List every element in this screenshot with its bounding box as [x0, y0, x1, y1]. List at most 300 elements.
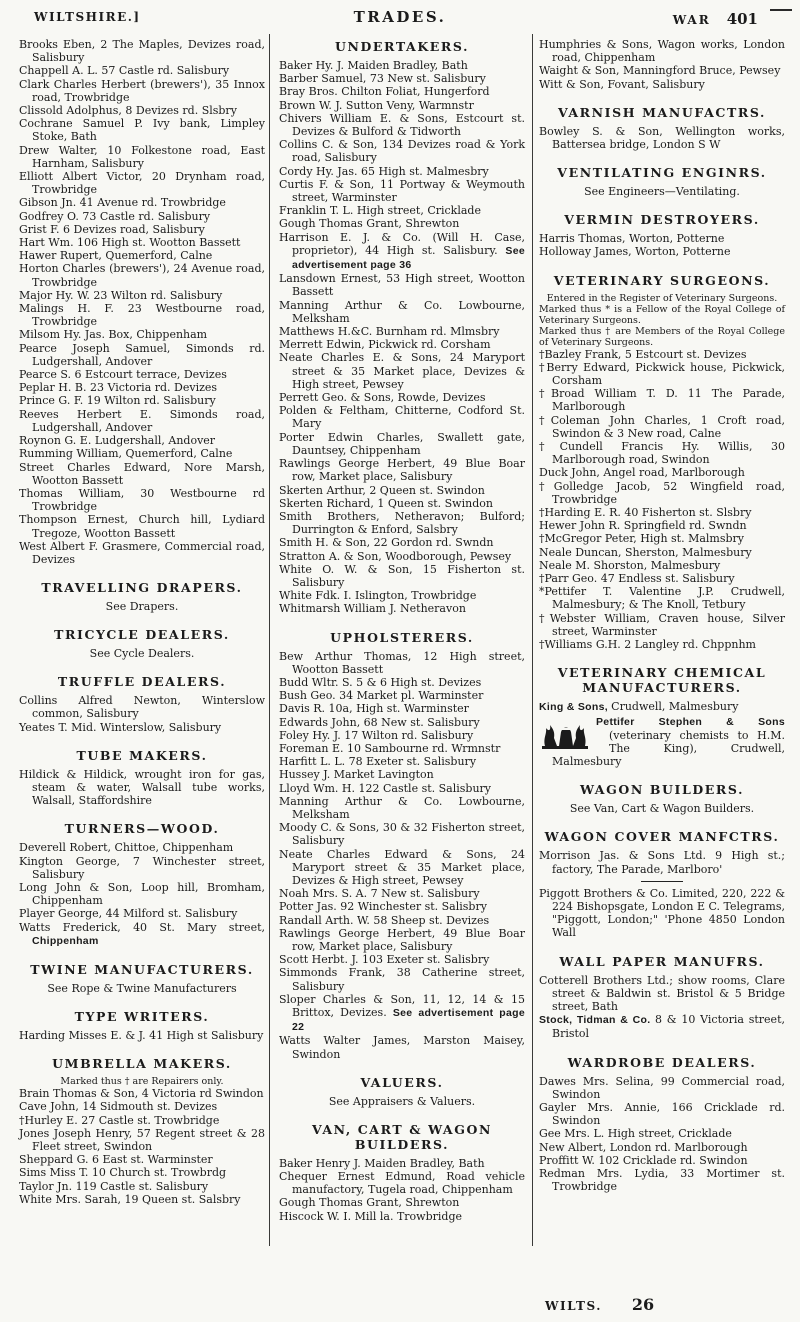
entry-text: Hiscock W. I. Mill la. Trowbridge [279, 1209, 463, 1223]
section-heading: TURNERS—WOOD. [64, 821, 220, 837]
directory-entry [539, 887, 785, 940]
entry-text: Hildick & Hildick, wrought iron for gas, steam & water, Walsall tube works, Walsall, Staffordshire [19, 767, 265, 808]
directory-entry [19, 768, 265, 808]
see-reference: See Rope & Twine Manufacturers [47, 981, 237, 995]
directory-entry [279, 821, 525, 847]
entry-text: Yeates T. Mid. Winterslow, Salisbury [19, 720, 222, 734]
directory-entry [19, 249, 265, 262]
directory-entry [19, 236, 265, 249]
directory-entry [19, 1114, 265, 1127]
page-header-county: WILTSHIRE.] [34, 10, 141, 24]
directory-entry [279, 497, 525, 510]
entry-text: Franklin T. L. High street, Cricklade [279, 204, 481, 218]
directory-entry [19, 117, 265, 143]
directory-entry [279, 927, 525, 953]
entry-text: Brooks Eben, 2 The Maples, Devizes road, Salisbury [19, 38, 265, 65]
directory-entry [19, 540, 265, 566]
entry-text: Harrison E. J. & Co. (Will H. Case, proprietor), 44 High st. Salisbury. [279, 230, 525, 257]
entry-text: Gough Thomas Grant, Shrewton [279, 1196, 460, 1210]
directory-entry [19, 368, 265, 381]
directory-entry [539, 1141, 785, 1154]
section-note: Marked thus † are Members of the Royal College of Veterinary Surgeons. [539, 325, 785, 348]
see-reference: See Van, Cart & Wagon Builders. [569, 802, 755, 816]
section-heading: VENTILATING ENGINRS. [557, 165, 767, 181]
entry-text: Brown W. J. Sutton Veny, Warmnstr [279, 98, 474, 112]
directory-entry [19, 694, 265, 720]
directory-entry [539, 348, 785, 361]
entry-text: Bush Geo. 34 Market pl. Warminster [279, 689, 484, 703]
section-heading: TRAVELLING DRAPERS. [41, 580, 243, 596]
directory-entry [279, 99, 525, 112]
entry-text: Prince G. F. 19 Wilton rd. Salisbury [19, 394, 216, 408]
entry-text: Player George, 44 Milford st. Salisbury [19, 907, 238, 921]
entry-bold-text: King & Sons, [539, 701, 612, 714]
directory-entry [539, 715, 785, 769]
section-heading: VALUERS. [360, 1074, 444, 1090]
entry-text: Hart Wm. 106 High st. Wootton Bassett [19, 236, 241, 250]
directory-entry [279, 602, 525, 615]
directory-entry [279, 782, 525, 795]
entry-text: Potter Jas. 92 Winchester st. Salisbry [279, 900, 487, 914]
entry-text: Gayler Mrs. Annie, 166 Cricklade rd. Swindon [539, 1100, 785, 1128]
directory-entry [539, 546, 785, 559]
entry-text: Harding Misses E. & J. 41 High st Salisbury [19, 1028, 264, 1042]
section-heading: VARNISH MANUFACTRS. [558, 104, 766, 120]
directory-entry [19, 342, 265, 368]
directory-entry [279, 1196, 525, 1209]
directory-entry [539, 572, 785, 585]
directory-entry [279, 391, 525, 404]
directory-entry [539, 849, 785, 875]
entry-text: Curtis F. & Son, 11 Portway & Weymouth street, Warminster [279, 177, 525, 205]
directory-entry [279, 457, 525, 483]
entry-text: Sims Miss T. 10 Church st. Trowbrdg [19, 1166, 227, 1180]
directory-entry [19, 447, 265, 460]
section-heading: WAGON COVER MANFCTRS. [544, 829, 780, 845]
directory-entry [279, 1210, 525, 1223]
entry-bold-text: Stock, Tidman & Co. [539, 1014, 655, 1027]
directory-entry [19, 328, 265, 341]
entry-text: Skerten Richard, 1 Queen st. Swindon [279, 496, 493, 510]
entry-text: Collins C. & Son, 134 Devizes road & York road, Salisbury [279, 138, 525, 165]
section-heading: TRUFFLE DEALERS. [57, 674, 227, 690]
entry-text: Roynon G. E. Ludgershall, Andover [19, 434, 216, 448]
directory-entry [19, 721, 265, 734]
directory-entry [279, 1170, 525, 1196]
entry-text: Collins Alfred Newton, Winterslow common, Salisbury [19, 694, 265, 721]
entry-text: Morrison Jas. & Sons Ltd. 9 High st.; factory, The Parade, Marlboro' [539, 849, 785, 876]
entry-text: Witt & Son, Fovant, Salisbury [539, 77, 705, 91]
directory-entry [279, 178, 525, 204]
entry-text: †Williams G.H. 2 Langley rd. Chppnhm [539, 638, 756, 652]
directory-entry [279, 689, 525, 702]
section-heading: WAGON BUILDERS. [579, 782, 745, 798]
directory-entry [279, 887, 525, 900]
section-note: Marked thus † are Repairers only. [60, 1076, 224, 1088]
directory-entry [539, 612, 785, 638]
entry-text: Gee Mrs. L. High street, Cricklade [539, 1127, 732, 1141]
directory-entry [279, 112, 525, 138]
entry-text: Cordy Hy. Jas. 65 High st. Malmesbry [279, 164, 489, 178]
directory-entry [279, 204, 525, 217]
entry-text: Waight & Son, Manningford Bruce, Pewsey [539, 64, 781, 78]
entry-text: †Berry Edward, Pickwick house, Pickwick, Corsham [539, 360, 785, 388]
entry-text: Chequer Ernest Edmund, Road vehicle manufactory, Tugela road, Chippenham [279, 1170, 525, 1197]
directory-entry [539, 974, 785, 1014]
entry-text: Watts Frederick, 40 St. Mary street, [19, 920, 265, 934]
directory-entry [279, 404, 525, 430]
entry-text: Matthews H.&C. Burnham rd. Mlmsbry [279, 325, 500, 339]
section-note: Marked thus * is a Fellow of the Royal College of Veterinary Surgeons. [539, 303, 785, 326]
entry-text: Sloper Charles & Son, 11, 12, 14 & 15 Brittox, Devizes. [279, 992, 525, 1020]
entry-text: Gibson Jn. 41 Avenue rd. Trowbridge [19, 196, 226, 210]
entry-text: Porter Edwin Charles, Swallett gate, Dauntsey, Chippenham [279, 430, 525, 457]
directory-entry [539, 245, 785, 258]
directory-entry [279, 1157, 525, 1170]
directory-entry [539, 532, 785, 545]
entry-text: Crudwell, Malmesbury [611, 700, 739, 714]
entry-text: Hewer John R. Springfield rd. Swndn [539, 519, 747, 533]
directory-entry [539, 64, 785, 77]
directory-entry [279, 351, 525, 391]
section-heading: UNDERTAKERS. [334, 39, 470, 54]
directory-entry [279, 272, 525, 298]
entry-text: Bowley S. & Son, Wellington works, Battersea bridge, London S W [539, 124, 785, 152]
section-heading: UMBRELLA MAKERS. [52, 1056, 232, 1072]
entry-text: †Coleman John Charles, 1 Croft road, Swindon & 3 New road, Calne [539, 413, 785, 440]
directory-entry [19, 223, 265, 236]
directory-entry [19, 907, 265, 920]
entry-text: Rawlings George Herbert, 49 Blue Boar row, Market place, Salisbury [279, 926, 525, 953]
directory-entry [279, 589, 525, 602]
directory-entry [539, 1075, 785, 1101]
directory-entry [19, 78, 265, 104]
directory-entry [19, 408, 265, 434]
entry-divider [641, 881, 683, 882]
entry-text: (veterinary chemists to H.M. The King), Crudwell, Malmesbury [552, 728, 785, 769]
entry-text: Budd Wltr. S. 5 & 6 High st. Devizes [279, 675, 482, 689]
directory-entry [279, 338, 525, 351]
entry-text: Malings H. F. 23 Westbourne road, Trowbridge [19, 302, 265, 329]
entry-text: Polden & Feltham, Chitterne, Codford St. Mary [279, 404, 525, 431]
directory-entry [279, 1034, 525, 1060]
entry-text: Harfitt L. L. 78 Exeter st. Salisbury [279, 755, 477, 769]
directory-entry [19, 1087, 265, 1100]
entry-text: Jones Joseph Henry, 57 Regent street & 28 Fleet street, Swindon [19, 1126, 265, 1153]
entry-text: West Albert F. Grasmere, Commercial road, Devizes [19, 539, 265, 566]
entry-text: †Cundell Francis Hy. Willis, 30 Marlborough road, Swindon [539, 440, 785, 467]
entry-text: *Pettifer T. Valentine J.P. Crudwell, Malmesbury; & The Knoll, Tetbury [539, 585, 785, 612]
entry-text: Pearce S. 6 Estcourt terrace, Devizes [19, 368, 227, 382]
directory-entry [539, 440, 785, 466]
directory-entry [19, 38, 265, 64]
directory-entry [279, 72, 525, 85]
directory-entry [19, 1193, 265, 1206]
section-heading: TUBE MAKERS. [76, 747, 208, 763]
entry-text: Chappell A. L. 57 Castle rd. Salisbury [19, 64, 230, 78]
column-2 [272, 36, 532, 1296]
directory-entry [279, 755, 525, 768]
directory-entry [19, 881, 265, 907]
directory-entry [19, 461, 265, 487]
entry-text: Taylor Jn. 119 Castle st. Salisbury [19, 1179, 209, 1193]
entry-text: White Mrs. Sarah, 19 Queen st. Salsbry [19, 1192, 241, 1206]
entry-text: Thomas William, 30 Westbourne rd Trowbridge [19, 486, 265, 514]
entry-text: Harris Thomas, Worton, Potterne [539, 232, 725, 246]
entry-text: Randall Arth. W. 58 Sheep st. Devizes [279, 913, 490, 927]
directory-entry [279, 299, 525, 325]
directory-entry [279, 716, 525, 729]
directory-entry [279, 729, 525, 742]
section-heading: TYPE WRITERS. [74, 1008, 210, 1024]
entry-text: 8 & 10 Victoria street, Bristol [552, 1013, 785, 1041]
entry-text: Redman Mrs. Lydia, 33 Mortimer st. Trowbridge [539, 1166, 785, 1194]
entry-text: Simmonds Frank, 38 Catherine street, Salisbury [279, 966, 525, 993]
section-heading: VAN, CART & WAGON BUILDERS. [312, 1121, 492, 1152]
entry-text: †Harding E. R. 40 Fisherton st. Slsbry [539, 506, 752, 520]
directory-entry [279, 702, 525, 715]
entry-text: †Webster William, Craven house, Silver street, Warminster [539, 611, 785, 638]
directory-entry [539, 232, 785, 245]
page-header-folio [673, 10, 758, 28]
entry-text: Baker Hy. J. Maiden Bradley, Bath [279, 59, 468, 72]
section-heading: WARDROBE DEALERS. [567, 1054, 757, 1070]
section-heading: UPHOLSTERERS. [330, 629, 474, 645]
entry-text: Smith H. & Son, 22 Gordon rd. Swndn [279, 536, 494, 550]
entry-text: Holloway James, Worton, Potterne [539, 245, 731, 259]
directory-entry [19, 302, 265, 328]
directory-entry [279, 676, 525, 689]
directory-entry [539, 585, 785, 611]
directory-entry [19, 1180, 265, 1193]
entry-text: Bray Bros. Chilton Foliat, Hungerford [279, 85, 490, 99]
directory-entry [539, 480, 785, 506]
directory-entry [279, 536, 525, 549]
entry-text: Watts Walter James, Marston Maisey, Swindon [279, 1034, 525, 1061]
directory-entry [279, 484, 525, 497]
entry-text: Gough Thomas Grant, Shrewton [279, 217, 460, 231]
directory-entry [539, 387, 785, 413]
directory-entry [279, 563, 525, 589]
directory-entry [19, 104, 265, 117]
directory-entry [19, 487, 265, 513]
page-header-title: TRADES. [353, 8, 447, 26]
entry-text: Perrett Geo. & Sons, Rowde, Devizes [279, 391, 486, 405]
directory-entry [279, 768, 525, 781]
entry-text: Peplar H. B. 23 Victoria rd. Devizes [19, 381, 218, 395]
entry-bold-text: Chippenham [32, 934, 99, 947]
entry-text: †Parr Geo. 47 Endless st. Salisbury [539, 572, 735, 586]
directory-entry [279, 510, 525, 536]
directory-entry [539, 506, 785, 519]
section-heading: VERMIN DESTROYERS. [564, 212, 760, 228]
entry-text: Neate Charles E. & Sons, 24 Maryport street & 35 Market place, Devizes & High street, Pewsey [279, 351, 525, 391]
entry-text: Clark Charles Herbert (brewers'), 35 Innox road, Trowbridge [19, 77, 265, 104]
entry-text: Duck John, Angel road, Marlborough [539, 466, 745, 480]
entry-text: Sheppard G. 6 East st. Warminster [19, 1153, 213, 1167]
directory-entry [19, 921, 265, 948]
directory-entry [279, 85, 525, 98]
see-reference: See Engineers—Ventilating. [584, 185, 740, 199]
entry-text: Cotterell Brothers Ltd.; show rooms, Clare street & Baldwin st. Bristol & 5 Bridge street, Bath [539, 973, 785, 1013]
entry-text: Street Charles Edward, Nore Marsh, Wootton Bassett [19, 460, 265, 487]
entry-text: Piggott Brothers & Co. Limited, 220, 222 & 224 Bishopsgate, London E C. Telegrams, "Piggott, London;" 'Phone 4850 London Wall [539, 886, 785, 940]
entry-text: Cochrane Samuel P. Ivy bank, Limpley Stoke, Bath [19, 117, 265, 144]
column-1 [12, 36, 272, 1296]
entry-text: Elliott Albert Victor, 20 Drynham road, Trowbridge [19, 170, 265, 197]
entry-text: Brain Thomas & Son, 4 Victoria rd Swindon [19, 1087, 264, 1101]
catchword: WAR [672, 13, 711, 27]
entry-text: Reeves Herbert E. Simonds road, Ludgershall, Andover [19, 407, 265, 434]
directory-entry [539, 638, 785, 651]
entry-text: Foley Hy. J. 17 Wilton rd. Salisbury [279, 728, 474, 742]
entry-text: Hawer Rupert, Quemerford, Calne [19, 249, 213, 263]
entry-text: †McGregor Peter, High st. Malmsbry [539, 532, 745, 546]
directory-entry [539, 559, 785, 572]
directory-entry [279, 650, 525, 676]
entry-text: Scott Herbt. J. 103 Exeter st. Salisbry [279, 953, 490, 967]
entry-text: Edwards John, 68 New st. Salisbury [279, 715, 480, 729]
directory-entry [19, 262, 265, 288]
scan-artifact-mark [770, 9, 792, 11]
directory-entry [19, 855, 265, 881]
entry-text: Rumming William, Quemerford, Calne [19, 447, 233, 461]
entry-text: Noah Mrs. S. A. 7 New st. Salisbury [279, 887, 480, 901]
directory-entry [19, 394, 265, 407]
entry-text: Kington George, 7 Winchester street, Salisbury [19, 854, 265, 881]
directory-entry [19, 289, 265, 302]
columns-container [12, 36, 792, 1296]
entry-text: Moody C. & Sons, 30 & 32 Fisherton street, Salisbury [279, 821, 525, 848]
column-3 [532, 36, 792, 1296]
see-reference: See Drapers. [105, 600, 179, 614]
entry-text: †Broad William T. D. 11 The Parade, Marlborough [539, 387, 785, 414]
entry-text: Bew Arthur Thomas, 12 High street, Wootton Bassett [279, 649, 525, 676]
directory-entry [19, 210, 265, 223]
entry-text: Whitmarsh William J. Netheravon [279, 602, 466, 616]
entry-text: Major Hy. W. 23 Wilton rd. Salisbury [19, 288, 223, 302]
entry-text: Dawes Mrs. Selina, 99 Commercial road, Swindon [539, 1074, 785, 1101]
entry-text: Milsom Hy. Jas. Box, Chippenham [19, 328, 208, 342]
see-reference: See Cycle Dealers. [89, 647, 195, 661]
entry-text: Cave John, 14 Sidmouth st. Devizes [19, 1100, 218, 1114]
footer-county-label: WILTS. [545, 1299, 602, 1313]
directory-entry [19, 1166, 265, 1179]
entry-text: Manning Arthur & Co. Lowbourne, Melksham [279, 298, 525, 325]
entry-text: Merrett Edwin, Pickwick rd. Corsham [279, 338, 491, 352]
footer-signature-number: 26 [631, 1295, 655, 1314]
directory-entry [279, 59, 525, 72]
entry-text: Horton Charles (brewers'), 24 Avenue road, Trowbridge [19, 262, 265, 289]
directory-entry [279, 966, 525, 992]
directory-entry [539, 414, 785, 440]
entry-text: Davis R. 10a, High st. Warminster [279, 702, 469, 716]
entry-text: Neale M. Shorston, Malmesbury [539, 558, 721, 572]
entry-text: Clissold Adolphus, 8 Devizes rd. Slsbry [19, 104, 237, 118]
entry-text: Pearce Joseph Samuel, Simonds rd. Ludgershall, Andover [19, 341, 265, 368]
directory-entry [539, 361, 785, 387]
directory-entry [279, 993, 525, 1035]
directory-entry [539, 1013, 785, 1040]
entry-bold-text: Pettifer Stephen & Sons [596, 715, 785, 728]
directory-entry [279, 914, 525, 927]
directory-entry [279, 848, 525, 888]
directory-entry [279, 795, 525, 821]
entry-text: Humphries & Sons, Wagon works, London road, Chippenham [539, 38, 785, 65]
page-footer [545, 1295, 654, 1314]
entry-text: Grist F. 6 Devizes road, Salisbury [19, 222, 205, 236]
directory-entry [19, 144, 265, 170]
directory-entry [279, 550, 525, 563]
entry-text: Thompson Ernest, Church hill, Lydiard Tregoze, Wootton Bassett [19, 513, 265, 540]
directory-entry [19, 434, 265, 447]
directory-entry [539, 1154, 785, 1167]
entry-text: New Albert, London rd. Marlborough [539, 1140, 748, 1154]
entry-text: Proffitt W. 102 Cricklade rd. Swindon [539, 1153, 748, 1167]
entry-text: Neate Charles Edward & Sons, 24 Maryport street & 35 Market place, Devizes & High street, Pewsey [279, 847, 525, 887]
entry-text: Deverell Robert, Chittoe, Chippenham [19, 841, 234, 855]
directory-entry [539, 38, 785, 64]
directory-entry [19, 1029, 265, 1042]
directory-entry [279, 742, 525, 755]
entry-text: Rawlings George Herbert, 49 Blue Boar row, Market place, Salisbury [279, 457, 525, 484]
section-heading: WALL PAPER MANUFRS. [559, 953, 765, 969]
page-number: 401 [726, 10, 758, 28]
entry-text: Skerten Arthur, 2 Queen st. Swindon [279, 483, 485, 497]
section-heading: TRICYCLE DEALERS. [54, 627, 230, 643]
directory-entry [279, 900, 525, 913]
entry-text: White Fdk. I. Islington, Trowbridge [279, 589, 477, 603]
section-heading: VETERINARY CHEMICAL MANUFACTURERS. [557, 665, 767, 696]
section-note: Entered in the Register of Veterinary Surgeons. [546, 292, 778, 304]
section-heading: VETERINARY SURGEONS. [553, 272, 771, 288]
section-heading: TWINE MANUFACTURERS. [30, 961, 254, 977]
directory-entry [19, 841, 265, 854]
directory-entry [19, 1100, 265, 1113]
directory-entry [19, 196, 265, 209]
entry-text: †Hurley E. 27 Castle st. Trowbridge [19, 1113, 220, 1127]
see-reference: See Appraisers & Valuers. [328, 1094, 476, 1108]
directory-entry [279, 165, 525, 178]
entry-bold-text: See advertisement page 36 [292, 244, 525, 272]
entry-text: Barber Samuel, 73 New st. Salisbury [279, 72, 486, 86]
directory-entry [279, 231, 525, 273]
directory-entry [539, 1127, 785, 1140]
directory-entry [539, 466, 785, 479]
directory-entry [19, 170, 265, 196]
directory-entry [279, 138, 525, 164]
entry-text: White O. W. & Son, 15 Fisherton st. Salisbury [279, 562, 525, 589]
directory-entry [279, 217, 525, 230]
directory-entry [539, 519, 785, 532]
directory-entry [19, 1153, 265, 1166]
entry-text: Neale Duncan, Sherston, Malmesbury [539, 545, 752, 559]
directory-entry [19, 1127, 265, 1153]
entry-text: Godfrey O. 73 Castle rd. Salisbury [19, 209, 211, 223]
directory-entry [539, 1167, 785, 1193]
entry-text: †Bazley Frank, 5 Estcourt st. Devizes [539, 347, 747, 361]
entry-text: Chivers William E. & Sons, Estcourt st. Devizes & Bulford & Tidworth [279, 111, 525, 139]
entry-text: Long John & Son, Loop hill, Bromham, Chippenham [19, 880, 265, 908]
entry-text: †Golledge Jacob, 52 Wingfield road, Trowbridge [539, 479, 785, 506]
entry-text: Lansdown Ernest, 53 High street, Wootton Bassett [279, 272, 525, 299]
entry-bold-text: See advertisement page 22 [292, 1007, 526, 1034]
entry-text: Foreman E. 10 Sambourne rd. Wrmnstr [279, 741, 501, 755]
entry-text: Smith Brothers, Netheravon; Bulford; Durrington & Enford, Salsbry [279, 509, 525, 537]
entry-text: Hussey J. Market Lavington [279, 768, 434, 782]
entry-text: Lloyd Wm. H. 122 Castle st. Salisbury [279, 781, 492, 795]
directory-entry [539, 1101, 785, 1127]
